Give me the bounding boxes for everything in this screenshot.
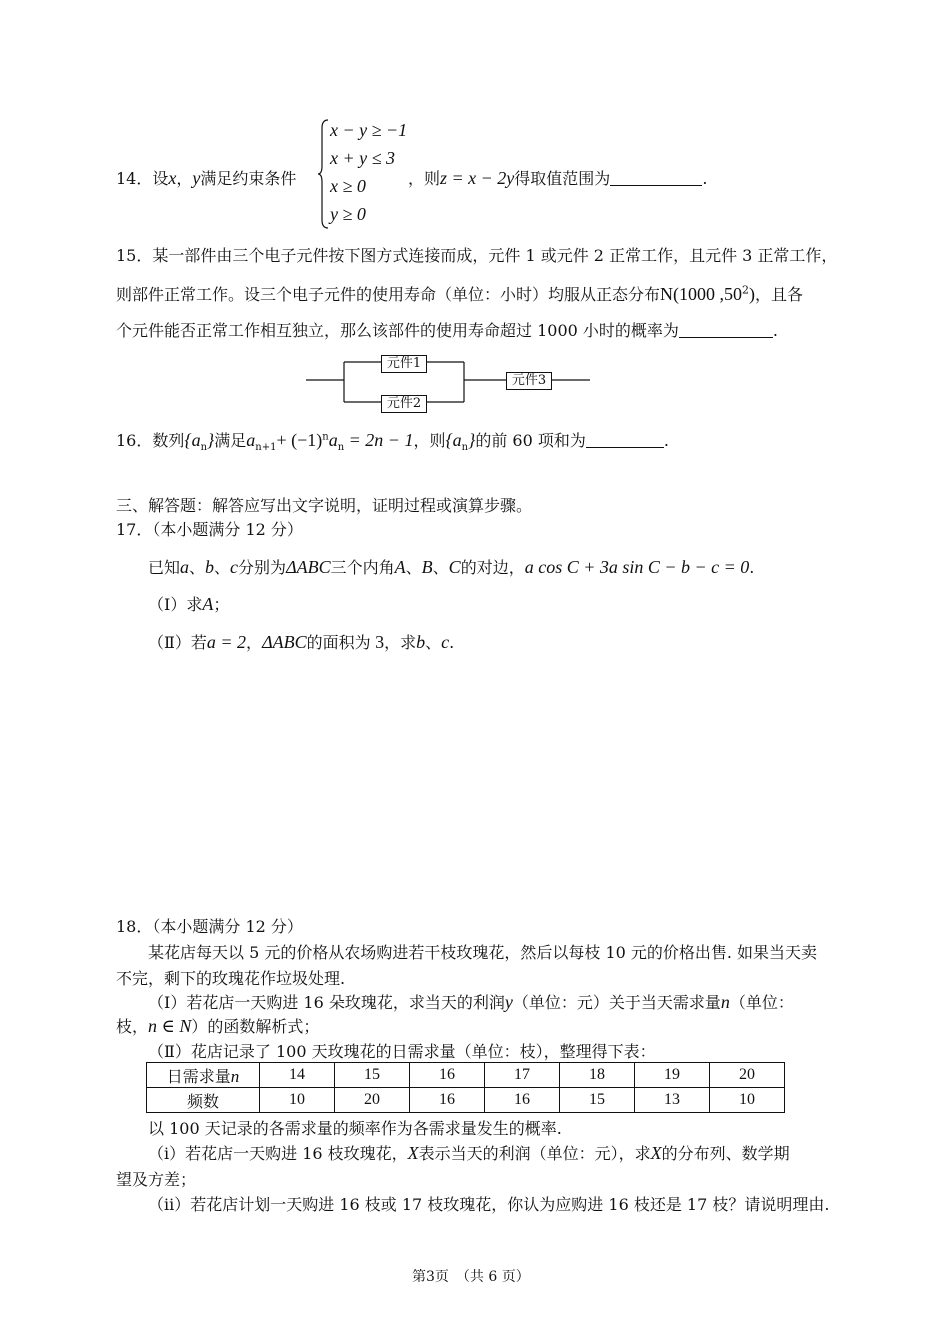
q16-answer-blank[interactable] xyxy=(586,431,664,448)
q18-part1-line2: 枝，n ∈ N）的函数解析式； xyxy=(116,1016,320,1036)
q14-answer-blank[interactable] xyxy=(610,169,702,186)
table-cell: 15 xyxy=(335,1063,410,1088)
constraint-4: y ≥ 0 xyxy=(330,204,366,224)
table-cell: 17 xyxy=(485,1063,560,1088)
q18-header: 18．（本小题满分 12 分） xyxy=(116,917,303,936)
component-1-box: 元件1 xyxy=(381,355,427,373)
component-3-box: 元件3 xyxy=(506,372,552,390)
component-2-box: 元件2 xyxy=(381,395,427,413)
table-cell: 10 xyxy=(710,1088,785,1113)
table-cell: 15 xyxy=(560,1088,635,1113)
table-row-frequency xyxy=(147,1088,788,1113)
q15-line1: 15．某一部件由三个电子元件按下图方式连接而成，元件 1 或元件 2 正常工作，且元件 3 正常工作， xyxy=(116,246,838,265)
q17-stem: 已知a、b、c分别为ΔABC三个内角A、B、C的对边，a cos C + 3a sin C − b − c = 0. xyxy=(148,557,755,577)
table-cell: 19 xyxy=(635,1063,710,1088)
table-cell: 16 xyxy=(410,1088,485,1113)
q14-constraint-system xyxy=(318,118,418,230)
q15-line3: 个元件能否正常工作相互独立，那么该部件的使用寿命超过 1000 小时的概率为 . xyxy=(116,321,778,340)
table-row-demand xyxy=(147,1063,788,1088)
q18-part1-line1: （Ⅰ）若花店一天购进 16 朵玫瑰花，求当天的利润y（单位：元）关于当天需求量n（单位： xyxy=(148,992,794,1012)
q15-line2: 则部件正常工作。设三个电子元件的使用寿命（单位：小时）均服从正态分布N(1000 $,50^2$)，且各 xyxy=(116,283,804,304)
q17-part2: （Ⅱ）若a = 2，ΔABC的面积为 3，求b、c. xyxy=(148,632,455,652)
table-cell: 14 xyxy=(260,1063,335,1088)
demand-frequency-table xyxy=(146,1062,787,1113)
table-header-frequency: 频数 xyxy=(147,1088,260,1113)
q17-header: 17．（本小题满分 12 分） xyxy=(116,520,303,539)
q18-part2-intro: （Ⅱ）花店记录了 100 天玫瑰花的日需求量（单位：枝），整理得下表： xyxy=(148,1042,656,1061)
table-cell: 13 xyxy=(635,1088,710,1113)
q18-subpart2: （ⅱ）若花店计划一天购进 16 枝或 17 枝玫瑰花，你认为应购进 16 枝还是 17 枝？请说明理由. xyxy=(148,1195,830,1214)
q14-tail: ，则z = x − 2y得取值范围为 . xyxy=(408,168,708,188)
section-3-heading: 三、解答题：解答应写出文字说明，证明过程或演算步骤。 xyxy=(116,496,533,515)
q18-subpart1-line2: 望及方差； xyxy=(116,1170,197,1189)
q16-stem: 16．数列$\{a_n\}$满足$a_{n+1}+ (-1)^na_n = 2n - 1$，则$\{a_n\}$的前 60 项和为 . xyxy=(116,430,669,454)
q15-answer-blank[interactable] xyxy=(679,321,773,338)
q18-after-table: 以 100 天记录的各需求量的频率作为各需求量发生的概率. xyxy=(148,1119,562,1138)
table-cell: 16 xyxy=(410,1063,485,1088)
circuit-diagram xyxy=(300,352,600,414)
table-cell: 10 xyxy=(260,1088,335,1113)
table-cell: 18 xyxy=(560,1063,635,1088)
q17-part1: （Ⅰ）求A； xyxy=(148,594,230,614)
q18-para1: 某花店每天以 5 元的价格从农场购进若干枝玫瑰花，然后以每枝 10 元的价格出售. 如果当天卖 xyxy=(148,943,818,962)
q14-stem: 14．设x，y满足约束条件 xyxy=(116,168,297,188)
page-footer: 第3页 （共 6 页） xyxy=(412,1269,530,1285)
constraint-2: x + y ≤ 3 xyxy=(330,148,396,168)
q18-para2: 不完，剩下的玫瑰花作垃圾处理. xyxy=(116,969,346,988)
table-cell: 20 xyxy=(335,1088,410,1113)
table-header-demand: 日需求量n xyxy=(147,1063,260,1088)
table-cell: 16 xyxy=(485,1088,560,1113)
table-cell: 20 xyxy=(710,1063,785,1088)
q18-subpart1-line1: （ⅰ）若花店一天购进 16 枝玫瑰花，X表示当天的利润（单位：元），求X的分布列、数学期 xyxy=(148,1143,790,1163)
constraint-3: x ≥ 0 xyxy=(330,176,366,196)
constraint-1: x − y ≥ −1 xyxy=(330,120,408,140)
